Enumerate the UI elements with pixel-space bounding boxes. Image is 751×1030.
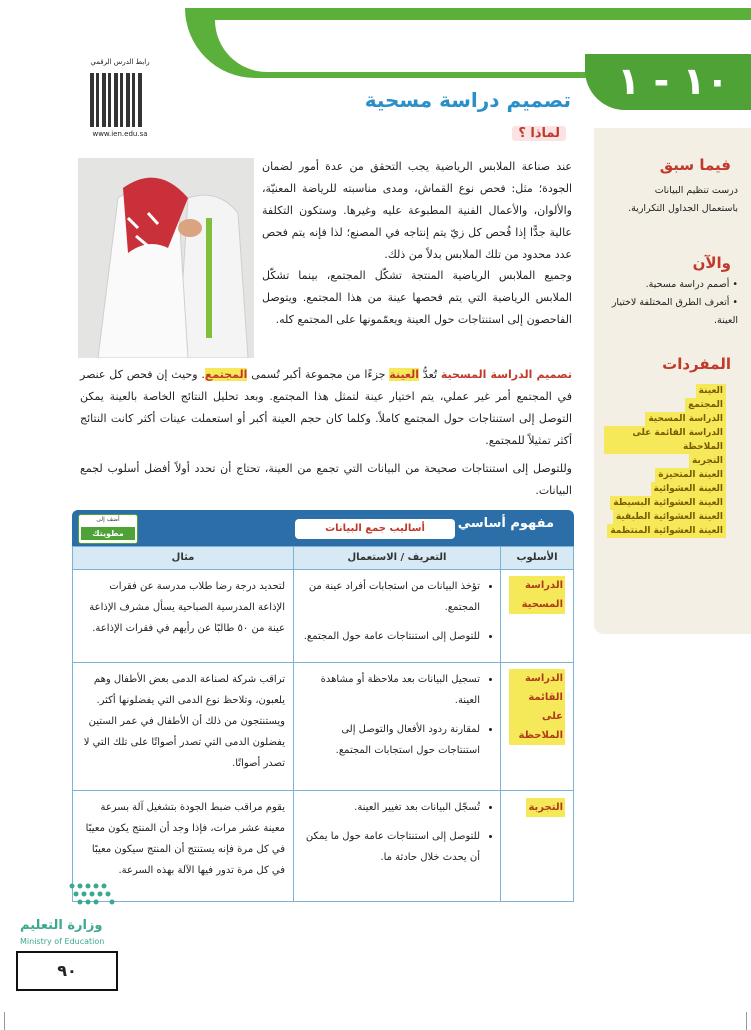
header-method: الأسلوب [501,547,574,570]
vocab-heading: المفردات [662,355,731,373]
survey-design-paragraph: تصميم الدراسة المسحية تُعدُّ العينة جزءًا من مجموعة أكبر تُسمى المجتمع. وحيث إن فحص كل عنصر في المجتمع أمر غير عملي، يتم اختيار عينة لتمثل هذا المجتمع. وبعد تحليل النتائج الخاصة بالعينة يمكن التوصل إلى استنتاجات حول المجتمع كاملاً. وكلما كان حجم العينة أكبر أو استعملت عينات أكثر كانت النتائج أكثر تمثيلاً للمجتمع. [80,368,572,447]
qr-url[interactable]: www.ien.edu.sa [92,130,148,138]
now-heading: والآن [692,254,731,272]
tailor-photo [78,158,254,358]
badge-top: أضف إلى [96,516,120,523]
table-row [73,791,574,902]
example-cell: يقوم مراقب ضبط الجودة بتشغيل آلة بسرعة معينة عشر مرات، فإذا وجد أن المنتج يكون معيبًا في كل مرة فإنه يستنتج أن المنتج سيكون معيبًا في كل مرة تدور فيها الآلة بهذه السرعة. [73,791,294,902]
collection-paragraph: وللتوصل إلى استنتاجات صحيحة من البيانات التي تجمع من العينة، تحتاج أن تحدد أولاً أفضل أسلوب لجمع البيانات. [80,462,572,497]
concept-title: مفهوم أساسي [457,516,554,531]
methods-table [72,546,574,902]
table-row [73,570,574,663]
page-number: ٩٠ [16,951,118,991]
concept-tab: أساليب جمع البيانات [295,519,455,539]
survey-design-heading: تصميم الدراسة المسحية [440,368,572,381]
qr-code-icon[interactable] [88,71,146,129]
lesson-number: ١٠ - ١ [617,59,729,103]
vocab-item[interactable]: الدراسة القائمة على الملاحظة [604,426,726,454]
vocab-item[interactable]: العينة العشوائية [604,482,726,496]
table-header-row [73,547,574,570]
ministry-name-en: Ministry of Education [20,937,105,946]
table-row [73,663,574,791]
method-cell: الدراسة المسحية [501,570,574,663]
example-cell: لتحديد درجة رضا طلاب مدرسة عن فقرات الإذاعة المدرسية الصباحية يسأل مشرف الإذاعة عينة من ٥٠ طالبًا عن رأيهم في فقرات الإذاعة. [73,570,294,663]
why-heading: لماذا ؟ [512,126,566,141]
vocab-item[interactable]: العينة المتحيزة [604,468,726,482]
method-cell: التجربة [501,791,574,902]
ministry-name: وزارة التعليم [20,918,103,933]
vocab-item[interactable]: العينة العشوائية المنتظمة [604,524,726,538]
before-text: درست تنظيم البيانات باستعمال الجداول التكرارية. [628,185,738,214]
header-definition: التعريف / الاستعمال [294,547,501,570]
definition-cell: • تؤخذ البيانات من استجابات أفراد عينة من المجتمع. • للتوصل إلى استنتاجات عامة حول المجتمع. [294,570,501,663]
intro-paragraph: عند صناعة الملابس الرياضية يجب التحقق من عدة أمور لضمان الجودة؛ مثل: فحص نوع القماش، ومدى مناسبته للرياضة المعنيّة، والألوان، والأعمال الفنية المطبوعة عليه وغيرها. وستكون التكلفة عالية جدًّا إذا فُحص كل زيّ يتم إنتاجه في المصنع؛ لذا فإنه يتم فحص عدد محدود من تلك الملابس بدلاً من ذلك. [262,160,572,261]
page-title: تصميم دراسة مسحية [364,88,571,112]
foldable-badge [78,514,138,544]
qr-label: رابط الدرس الرقمي [90,58,150,66]
vocab-list [604,384,726,538]
method-cell: الدراسة القائمة على الملاحظة [501,663,574,791]
definition-cell: • تُسجّل البيانات بعد تغيير العينة. • للتوصل إلى استنتاجات عامة حول ما يمكن أن يحدث خلال حادثة ما. [294,791,501,902]
now-list [608,276,738,330]
term-sample: العينة [389,368,420,381]
header-example: مثال [73,547,294,570]
ministry-logo-icon [66,880,122,906]
vocab-item[interactable]: الدراسة المسحية [604,412,726,426]
vocab-item[interactable]: العينة العشوائية الطبقية [604,510,726,524]
vocab-item[interactable]: المجتمع [604,398,726,412]
example-cell: تراقب شركة لصناعة الدمى بعض الأطفال وهم يلعبون، وتلاحظ نوع الدمى التي يفضلونها أكثر. ويستنتجون من ذلك أن الأطفال في عمر الستين يفضلون الدمى التي تصدر أصواتًا على تلك التي لا تصدر أصواتًا. [73,663,294,791]
now-item: • أصمم دراسة مسحية. [645,279,738,290]
vocab-item[interactable]: العينة [604,384,726,398]
vocab-item[interactable]: التجربة [604,454,726,468]
crop-mark [746,1012,747,1030]
now-item: • أتعرف الطرق المختلفة لاختيار العينة. [611,297,738,326]
population-paragraph: وجميع الملابس الرياضية المنتجة تشكّل المجتمع، بينما تشكّل الملابس الرياضية التي يتم فحصها عينة من هذا المجتمع. ويتوصل الفاحصون إلى استنتاجات حول العينة ويعمّمونها على المجتمع كله. [262,269,572,326]
crop-mark [4,1012,5,1030]
vocab-item[interactable]: العينة العشوائية البسيطة [604,496,726,510]
term-population: المجتمع [204,368,248,381]
before-heading: فيما سبق [659,156,731,174]
definition-cell: • تسجيل البيانات بعد ملاحظة أو مشاهدة العينة. • لمقارنة ردود الأفعال والتوصل إلى استنتاجات حول استجابات المجتمع. [294,663,501,791]
badge-main: مطويتك [81,527,135,540]
